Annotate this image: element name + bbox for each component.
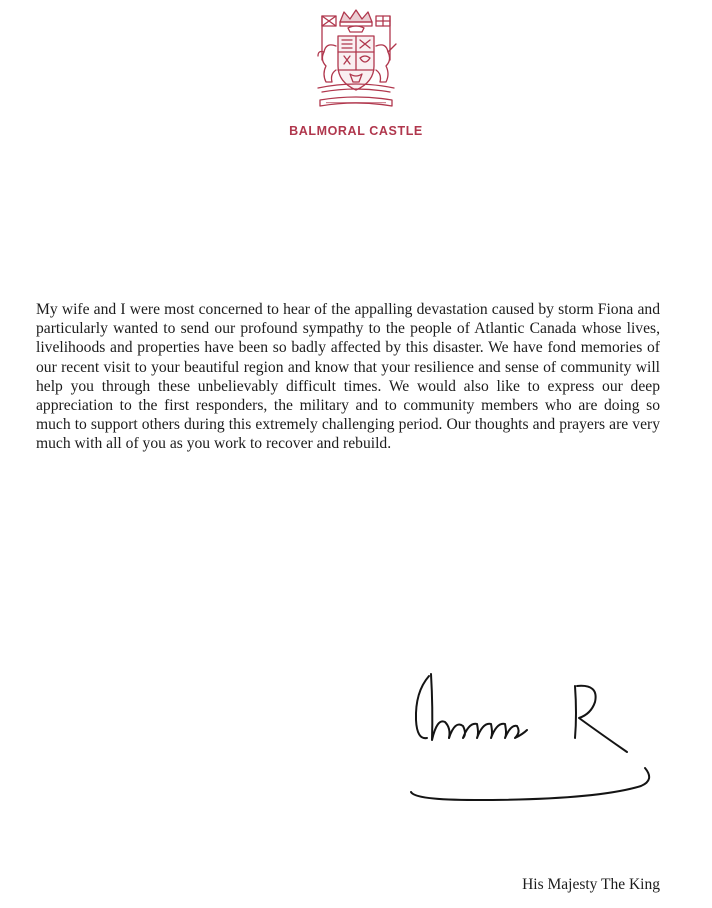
signature-image xyxy=(405,668,660,808)
royal-coat-of-arms-icon xyxy=(304,8,408,112)
letterhead-location: BALMORAL CASTLE xyxy=(289,124,423,138)
letter-body: My wife and I were most concerned to hear of the appalling devastation caused by storm Fiona and particularly wanted to send our profound sympathy to the people of Atlantic Canada whose lives, livelihoods and properties have been so badly affected by this disaster. We have fond memories of our recent visit to your beautiful region and know that your resilience and sense of community will help you through these unbelievably difficult times. We would also like to express our deep appreciation to the first responders, the military and to community members who are doing so much to support others during this extremely challenging period. Our thoughts and prayers are very much with all of you as you work to recover and rebuild. xyxy=(36,301,660,453)
signatory-title: His Majesty The King xyxy=(522,876,660,893)
